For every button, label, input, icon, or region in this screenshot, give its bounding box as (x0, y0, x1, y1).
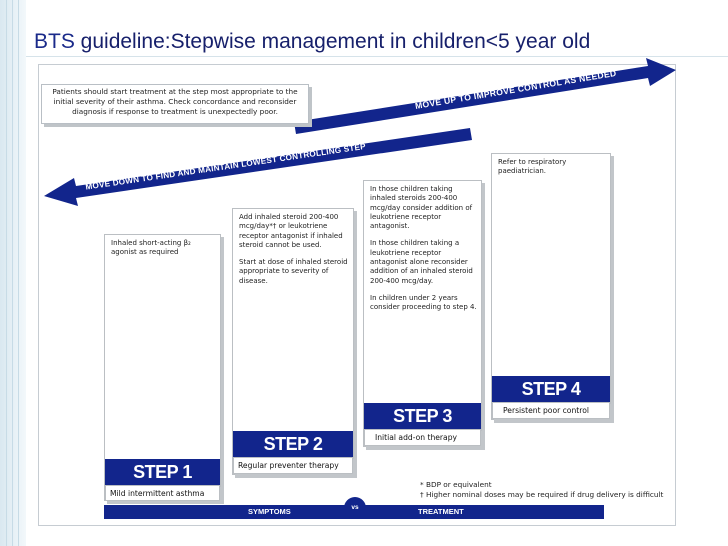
step3-text-2: In those children taking a leukotriene receptor antagonist alone reconsider addition of an inhaled steroid 200-400 mcg/day. (370, 239, 473, 285)
step1-text (111, 239, 216, 266)
move-up-label-path: MOVE UP TO IMPROVE CONTROL AS NEEDED (414, 67, 618, 111)
step3-label: Initial add-on therapy (364, 429, 481, 446)
step4-card (491, 153, 611, 420)
step1-text-1: Inhaled short-acting β₂ agonist as required (111, 239, 191, 257)
footnote-1: * BDP or equivalent (420, 480, 492, 489)
step3-text-3: In children under 2 years consider proceeding to step 4. (370, 293, 477, 312)
step3-text-1: In those children taking inhaled steroids 200-400 mcg/day consider addition of leukotriene receptor antagonist. (370, 185, 473, 231)
move-down-label-path: MOVE DOWN TO FIND AND MAINTAIN LOWEST CONTROLLING STEP (84, 141, 367, 192)
step1-label: Mild intermittent asthma (105, 485, 220, 501)
step4-label: Persistent poor control (492, 402, 610, 419)
step4-text (498, 158, 606, 185)
step1-badge: STEP 1 (105, 459, 220, 485)
step2-text-2: Start at dose of inhaled steroid appropriate to severity of disease. (239, 258, 348, 285)
step2-badge: STEP 2 (233, 431, 353, 457)
step3-card (363, 180, 482, 447)
step4-text-1: Refer to respiratory paediatrician. (498, 158, 567, 176)
step3-text (370, 185, 477, 321)
initial-note: Patients should start treatment at the step most appropriate to the initial severity of their asthma. Check concordance and reconsider diagnosis if response to treatment is unexpectedly poor. (41, 84, 309, 124)
treatment-label: TREATMENT (418, 507, 464, 516)
footnote-2: † Higher nominal doses may be required if drug delivery is difficult (420, 490, 664, 499)
step2-text (239, 213, 349, 294)
title-prefix: BTS (34, 30, 75, 53)
step2-card (232, 208, 354, 475)
step2-label: Regular preventer therapy (233, 457, 353, 474)
symptoms-label: SYMPTOMS (248, 507, 291, 516)
step2-text-1: Add inhaled steroid 200-400 mcg/day*† or leukotriene receptor antagonist if inhaled steroid cannot be used. (239, 213, 343, 249)
move-down-label (85, 142, 367, 192)
step3-badge: STEP 3 (364, 403, 481, 429)
title-rest: guideline:Stepwise management in children<5 year old (74, 30, 591, 53)
step4-badge: STEP 4 (492, 376, 610, 402)
vs-badge: vs (344, 497, 366, 519)
step1-card (104, 234, 221, 501)
move-up-label (414, 68, 617, 111)
footnotes (420, 480, 663, 500)
